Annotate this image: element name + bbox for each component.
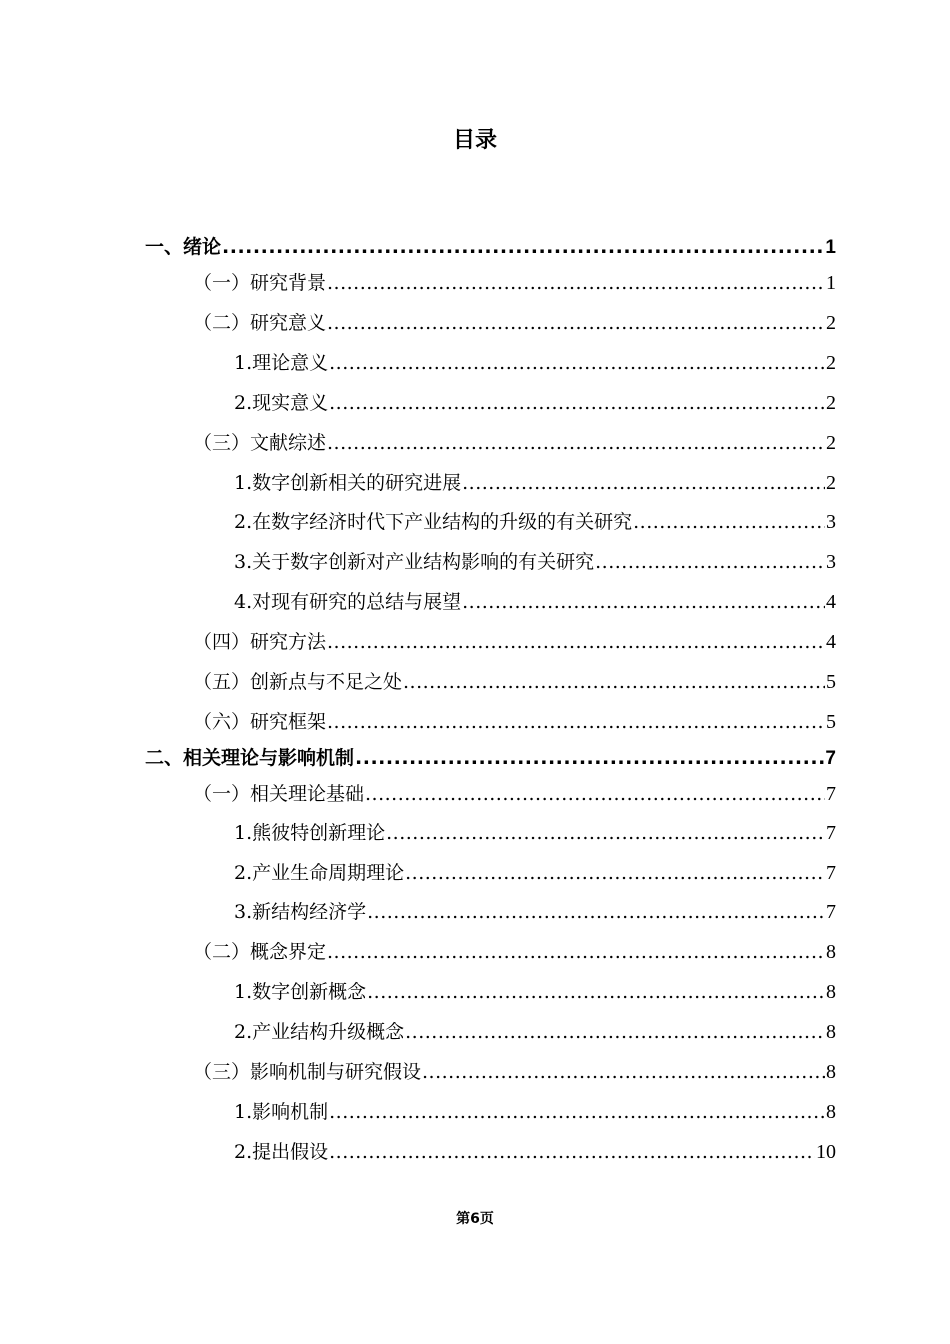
toc-entry-label: （二）研究意义 (193, 312, 327, 334)
toc-entry-label: 2.提出假设 (234, 1141, 329, 1163)
page-footer: 第6页 (456, 1211, 494, 1227)
dot-leader (327, 272, 825, 294)
toc-entry[interactable] (193, 428, 836, 458)
toc-entry-page: 1 (825, 237, 836, 258)
toc-entry-label: 3.关于数字创新对产业结构影响的有关研究 (234, 551, 595, 573)
toc-entry-page: 8 (826, 1061, 836, 1083)
toc-entry[interactable] (234, 818, 836, 848)
toc-entry-label: 1.数字创新相关的研究进展 (234, 472, 462, 494)
toc-entry-label: （一）相关理论基础 (193, 783, 365, 805)
toc-entry[interactable] (193, 308, 836, 338)
toc-entry[interactable] (234, 1017, 836, 1047)
toc-entry-page: 3 (826, 551, 836, 573)
toc-entry-page: 4 (826, 631, 836, 653)
dot-leader (422, 1061, 825, 1083)
dot-leader (355, 747, 824, 769)
toc-entry-page: 5 (826, 711, 836, 733)
dot-leader (633, 511, 825, 533)
toc-entry-label: 二、相关理论与影响机制 (145, 747, 355, 769)
toc-entry-page: 8 (826, 981, 836, 1003)
toc-entry[interactable] (234, 858, 836, 888)
toc-entry-page: 2 (826, 312, 836, 334)
toc-entry[interactable] (193, 268, 836, 298)
toc-entry[interactable] (234, 468, 836, 498)
toc-entry-page: 1 (826, 272, 836, 294)
dot-leader (327, 711, 825, 733)
dot-leader (327, 312, 825, 334)
toc-entry-page: 7 (826, 783, 836, 805)
toc-entry[interactable] (234, 977, 836, 1007)
toc-entry-page: 2 (826, 472, 836, 494)
toc-entry-label: 1.理论意义 (234, 352, 329, 374)
dot-leader (386, 822, 825, 844)
page-title: 目录 (452, 128, 497, 153)
toc-entry-label: 4.对现有研究的总结与展望 (234, 591, 462, 613)
toc-entry-label: （二）概念界定 (193, 941, 327, 963)
dot-leader (329, 1101, 825, 1123)
toc-entry[interactable] (234, 388, 836, 418)
toc-entry[interactable] (193, 667, 836, 697)
toc-entry[interactable] (193, 627, 836, 657)
dot-leader (405, 1021, 825, 1043)
toc-entry-page: 5 (826, 671, 836, 693)
toc-entry-label: 1.数字创新概念 (234, 981, 367, 1003)
toc-entry-label: 一、绪论 (145, 236, 222, 258)
toc-entry[interactable] (234, 897, 836, 927)
toc-entry-label: 2.产业生命周期理论 (234, 862, 405, 884)
toc-entry[interactable] (145, 232, 836, 262)
toc-entry-label: 1.影响机制 (234, 1101, 329, 1123)
dot-leader (365, 783, 825, 805)
dot-leader (595, 551, 825, 573)
toc-entry[interactable] (234, 587, 836, 617)
toc-entry[interactable] (193, 1057, 836, 1087)
toc-entry[interactable] (193, 779, 836, 809)
dot-leader (367, 901, 825, 923)
toc-entry-label: （六）研究框架 (193, 711, 327, 733)
dot-leader (327, 941, 825, 963)
toc-entry-page: 8 (826, 1021, 836, 1043)
toc-entry-page: 7 (826, 901, 836, 923)
toc-entry-label: 3.新结构经济学 (234, 901, 367, 923)
toc-entry-page: 7 (825, 748, 836, 769)
toc-entry-page: 3 (826, 511, 836, 533)
toc-entry[interactable] (145, 743, 836, 773)
toc-entry-page: 7 (826, 862, 836, 884)
dot-leader (329, 1141, 815, 1163)
toc-entry-page: 2 (826, 392, 836, 414)
dot-leader (327, 631, 825, 653)
toc-entry[interactable] (193, 707, 836, 737)
toc-entry-label: （四）研究方法 (193, 631, 327, 653)
toc-entry-label: 2.现实意义 (234, 392, 329, 414)
dot-leader (327, 432, 825, 454)
toc-entry-label: （三）文献综述 (193, 432, 327, 454)
toc-entry-page: 2 (826, 432, 836, 454)
toc-entry-page: 8 (826, 941, 836, 963)
dot-leader (462, 591, 825, 613)
dot-leader (462, 472, 825, 494)
dot-leader (403, 671, 825, 693)
toc-entry[interactable] (234, 1097, 836, 1127)
toc-entry-page: 10 (816, 1141, 836, 1163)
toc-entry-label: 1.熊彼特创新理论 (234, 822, 386, 844)
toc-entry-label: 2.在数字经济时代下产业结构的升级的有关研究 (234, 511, 633, 533)
toc-entry-page: 4 (826, 591, 836, 613)
dot-leader (222, 236, 824, 258)
dot-leader (329, 352, 825, 374)
toc-entry-page: 7 (826, 822, 836, 844)
toc-entry-label: 2.产业结构升级概念 (234, 1021, 405, 1043)
toc-entry[interactable] (234, 507, 836, 537)
toc-entry-label: （三）影响机制与研究假设 (193, 1061, 422, 1083)
toc-entry[interactable] (193, 937, 836, 967)
toc-entry[interactable] (234, 547, 836, 577)
dot-leader (329, 392, 825, 414)
toc-entry[interactable] (234, 348, 836, 378)
toc-entry-page: 8 (826, 1101, 836, 1123)
toc-entry-page: 2 (826, 352, 836, 374)
dot-leader (405, 862, 825, 884)
dot-leader (367, 981, 825, 1003)
toc-entry-label: （一）研究背景 (193, 272, 327, 294)
toc-entry[interactable] (234, 1137, 836, 1167)
toc-entry-label: （五）创新点与不足之处 (193, 671, 403, 693)
